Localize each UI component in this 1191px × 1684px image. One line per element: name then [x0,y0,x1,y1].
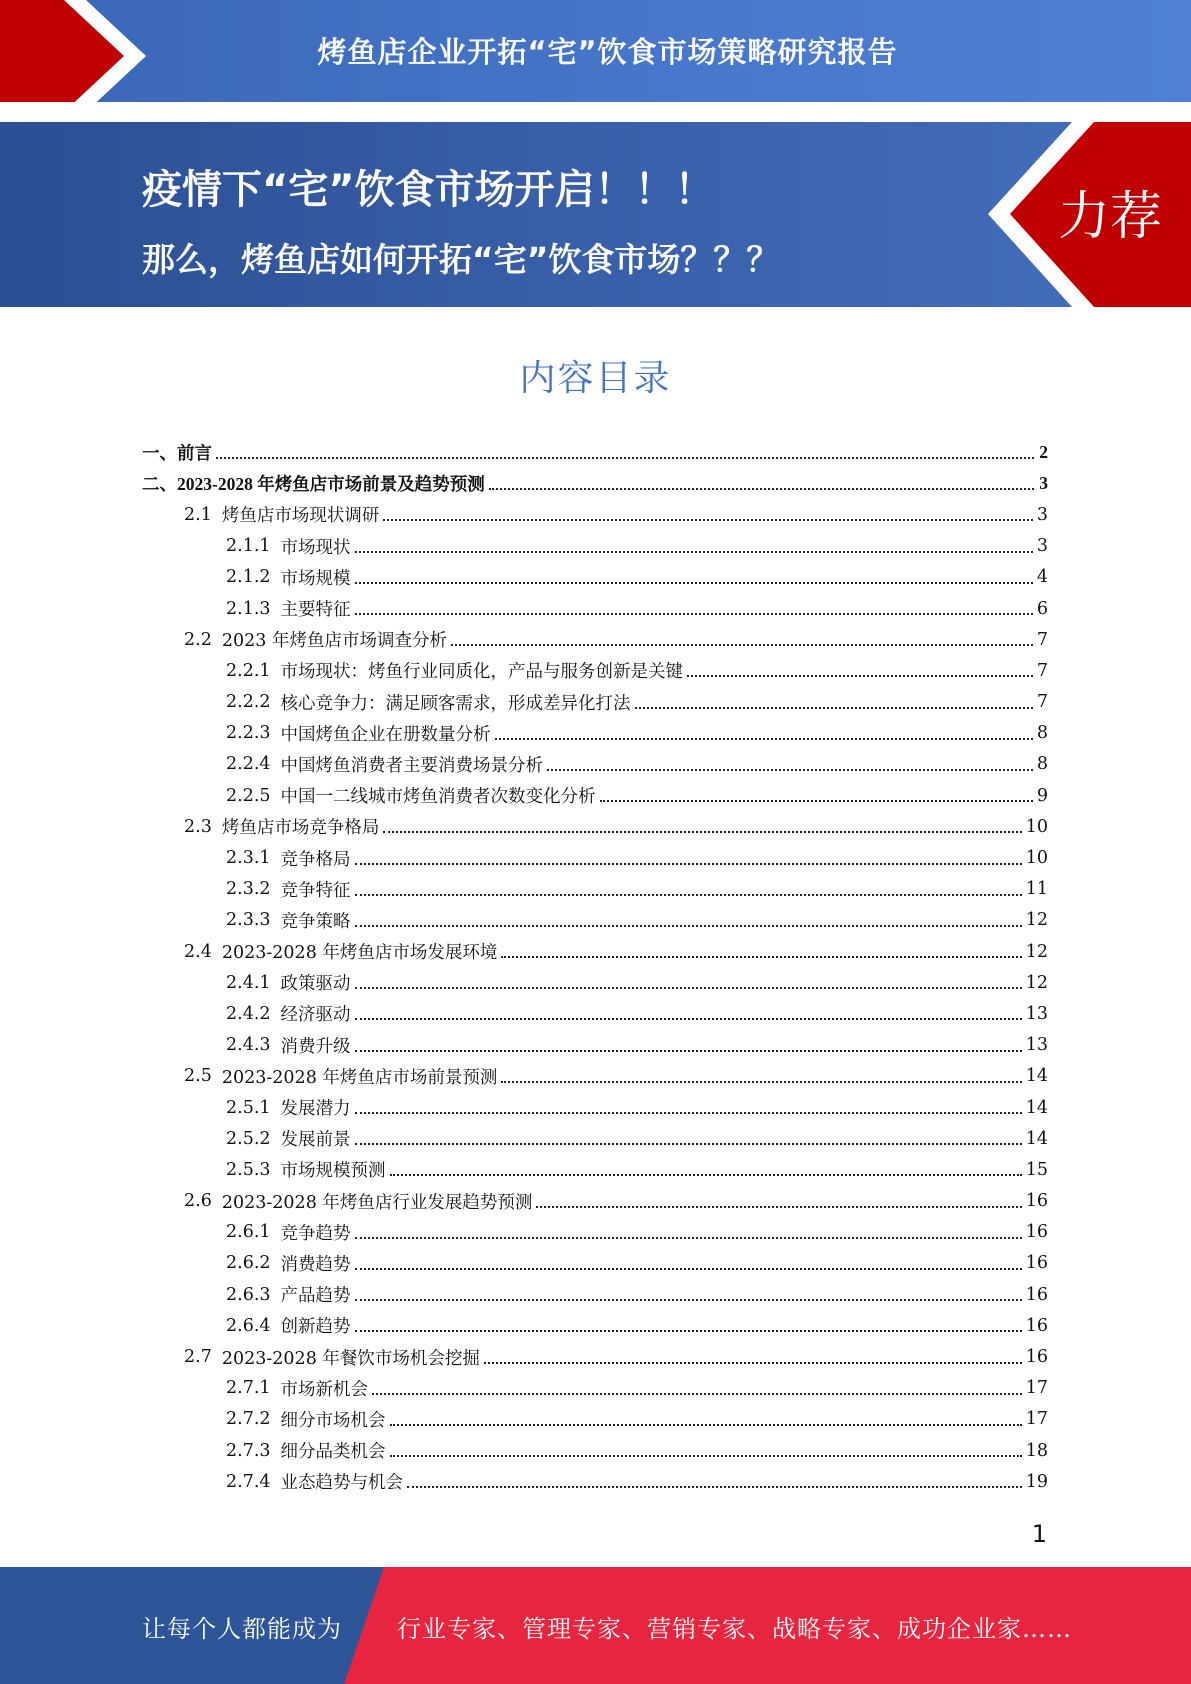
toc-entry-label: 市场新机会 [280,1379,369,1400]
footer-banner [0,1567,1191,1684]
toc-entry-page: 2 [1039,442,1048,463]
toc-entry-number: 2.7 [184,1347,212,1368]
toc-dot-leader [355,581,1033,584]
toc-dot-leader [390,1173,1022,1176]
toc-entry-label: 发展前景 [280,1130,351,1151]
toc-entry[interactable] [142,998,1048,1029]
toc-entry[interactable] [142,1466,1048,1497]
toc-entry-page: 13 [1025,1035,1048,1056]
toc-entry-number: 2.6.3 [226,1284,271,1305]
toc-entry-number: 2.5 [184,1066,212,1087]
toc-dot-leader [355,1111,1022,1114]
toc-entry-page: 7 [1036,692,1048,713]
toc-dot-leader [635,706,1033,709]
toc-entry[interactable] [142,437,1048,468]
toc-entry-page: 17 [1025,1378,1048,1399]
toc-entry-label: 竞争趋势 [280,1223,351,1244]
toc-entry[interactable] [142,1373,1048,1404]
toc-entry-page: 8 [1036,754,1048,775]
toc-entry-number: 2.2 [184,629,212,650]
page-number: 1 [1031,1520,1047,1548]
toc-entry-number: 2.4.3 [226,1035,271,1056]
toc-entry-number: 2.6.1 [226,1222,271,1243]
toc-dot-leader [355,986,1022,989]
toc-entry-label: 核心竞争力：满足顾客需求，形成差异化打法 [280,693,631,714]
toc-entry-number: 2.1.1 [226,536,271,557]
toc-entry-label: 市场现状：烤鱼行业同质化，产品与服务创新是关键 [280,662,684,683]
toc-entry-page: 16 [1025,1284,1048,1305]
toc-dot-leader [355,1049,1022,1052]
toc-entry[interactable] [142,1310,1048,1341]
toc-dot-leader [501,1080,1021,1083]
toc-dot-leader [407,1485,1022,1488]
toc-entry[interactable] [142,1092,1048,1123]
toc-dot-leader [355,862,1022,865]
toc-entry-page: 17 [1025,1409,1048,1430]
toc-dot-leader [355,1329,1022,1332]
toc-entry[interactable] [142,718,1048,749]
toc-entry-number: 2.5.2 [226,1128,271,1149]
toc-entry-label: 主要特征 [280,600,351,621]
toc-entry-page: 7 [1036,629,1048,650]
toc-entry[interactable] [142,624,1048,655]
hero-subheadline: 那么，烤鱼店如何开拓“宅”饮食市场？？？ [142,240,780,279]
toc-entry-number: 2.4 [184,941,212,962]
toc-dot-leader [536,1205,1021,1208]
toc-entry[interactable] [142,936,1048,967]
toc-entry[interactable] [142,1030,1048,1061]
toc-entry[interactable] [142,874,1048,905]
toc-entry-label: 烤鱼店市场现状调研 [221,506,380,527]
toc-entry[interactable] [142,1217,1048,1248]
toc-dot-leader [547,768,1033,771]
toc-entry-label: 中国一二线城市烤鱼消费者次数变化分析 [280,787,596,808]
toc-entry-label: 创新趋势 [280,1317,351,1338]
toc-dot-leader [355,612,1033,615]
toc-entry-number: 2.1.2 [226,567,271,588]
toc-entry-number: 2.5.1 [226,1097,271,1118]
toc-entry[interactable] [142,593,1048,624]
toc-entry-page: 16 [1025,1222,1048,1243]
toc-entry[interactable] [142,1061,1048,1092]
toc-entry[interactable] [142,780,1048,811]
toc-entry[interactable] [142,468,1048,499]
toc-entry-label: 经济驱动 [280,1005,351,1026]
toc-entry-label: 产品趋势 [280,1286,351,1307]
toc-entry[interactable] [142,1435,1048,1466]
toc-dot-leader [355,1236,1022,1239]
toc-entry-page: 14 [1025,1097,1048,1118]
toc-entry-number: 一、 [142,443,177,464]
toc-entry-page: 3 [1039,473,1048,494]
toc-entry-label: 烤鱼店市场竞争格局 [221,818,380,839]
recommend-badge: 力荐 [1058,187,1163,247]
toc-entry-label: 中国烤鱼企业在册数量分析 [280,724,491,745]
toc-dot-leader [355,1017,1022,1020]
toc-entry-page: 12 [1025,910,1048,931]
toc-entry[interactable] [142,842,1048,873]
toc-entry-label: 2023-2028 年餐饮市场机会挖掘 [221,1348,480,1369]
toc-entry[interactable] [142,1279,1048,1310]
toc-dot-leader [355,550,1033,553]
top-banner [0,0,1191,112]
toc-entry-label: 发展潜力 [280,1099,351,1120]
toc-entry[interactable] [142,562,1048,593]
toc-entry-page: 10 [1025,848,1048,869]
toc-entry-label: 业态趋势与机会 [280,1473,404,1494]
toc-entry[interactable] [142,905,1048,936]
toc-entry-label: 竞争策略 [280,911,351,932]
toc-entry-number: 2.4.1 [226,972,271,993]
toc-entry-label: 细分市场机会 [280,1410,386,1431]
toc-entry[interactable] [142,655,1048,686]
toc-entry[interactable] [142,687,1048,718]
toc-entry[interactable] [142,531,1048,562]
toc-dot-leader [383,518,1033,521]
toc-dot-leader [355,924,1022,927]
toc-entry[interactable] [142,1404,1048,1435]
toc-entry-page: 16 [1025,1253,1048,1274]
toc-entry-label: 竞争格局 [280,849,351,870]
toc-entry-page: 14 [1025,1128,1048,1149]
toc-entry-label: 竞争特征 [280,880,351,901]
toc-entry-number: 2.3.1 [226,848,271,869]
toc-entry[interactable] [142,1341,1048,1372]
toc-dot-leader [355,1298,1022,1301]
toc-entry-label: 市场规模预测 [280,1161,386,1182]
toc-entry-number: 2.6 [184,1191,212,1212]
toc-entry-number: 2.2.4 [226,754,271,775]
toc-dot-leader [216,456,1034,459]
toc-entry-label: 政策驱动 [280,974,351,995]
toc-dot-leader [489,487,1034,490]
toc-entry-number: 2.7.3 [226,1440,271,1461]
toc-entry-page: 16 [1025,1315,1048,1336]
toc-entry-page: 13 [1025,1003,1048,1024]
toc-entry-label: 2023-2028 年烤鱼店行业发展趋势预测 [221,1192,533,1213]
toc-dot-leader [600,799,1033,802]
hero-headline: 疫情下“宅”饮食市场开启！！！ [142,167,715,213]
toc-entry-label: 市场规模 [280,568,351,589]
toc-dot-leader [355,893,1022,896]
footer-slogan-right: 行业专家、管理专家、营销专家、战略专家、成功企业家…… [397,1615,1072,1643]
toc-dot-leader [495,737,1033,740]
report-title: 烤鱼店企业开拓“宅”饮食市场策略研究报告 [317,34,898,69]
toc-dot-leader [390,1454,1022,1457]
toc-entry[interactable] [142,811,1048,842]
toc-dot-leader [451,643,1033,646]
top-banner-gap [0,102,1191,112]
toc-entry-number: 2.1 [184,504,212,525]
toc-entry-number: 2.3.3 [226,910,271,931]
toc-entry-page: 16 [1025,1347,1048,1368]
toc-entry-page: 9 [1036,785,1048,806]
toc-entry[interactable] [142,1248,1048,1279]
toc-entry-label: 消费升级 [280,1036,351,1057]
toc-entry-number: 2.6.4 [226,1315,271,1336]
toc-entry-page: 10 [1025,816,1048,837]
toc-entry-number: 2.7.4 [226,1471,271,1492]
toc-entry-page: 18 [1025,1440,1048,1461]
toc-entry[interactable] [142,1186,1048,1217]
table-of-contents [142,437,1048,1497]
toc-entry-number: 2.3 [184,816,212,837]
footer-slogan-left: 让每个人都能成为 [142,1615,342,1643]
toc-entry-label: 中国烤鱼消费者主要消费场景分析 [280,755,544,776]
toc-entry-label: 市场现状 [280,537,351,558]
toc-entry-label: 2023-2028 年烤鱼店市场前景预测 [221,1067,498,1088]
toc-dot-leader [501,955,1021,958]
toc-entry-label: 消费趋势 [280,1254,351,1275]
toc-entry[interactable] [142,499,1048,530]
toc-entry-label: 2023 年烤鱼店市场调查分析 [221,631,447,652]
toc-entry-number: 2.7.2 [226,1409,271,1430]
toc-entry[interactable] [142,1154,1048,1185]
toc-entry-number: 2.2.5 [226,785,271,806]
toc-entry-label: 细分品类机会 [280,1442,386,1463]
toc-entry-number: 2.2.3 [226,723,271,744]
toc-entry-page: 4 [1036,567,1048,588]
toc-entry-page: 7 [1036,660,1048,681]
toc-entry-page: 12 [1025,941,1048,962]
toc-entry-number: 2.4.2 [226,1003,271,1024]
toc-entry-number: 2.6.2 [226,1253,271,1274]
toc-entry[interactable] [142,749,1048,780]
toc-entry-number: 2.3.2 [226,879,271,900]
toc-entry-page: 15 [1025,1159,1048,1180]
toc-entry-page: 19 [1025,1471,1048,1492]
toc-entry[interactable] [142,967,1048,998]
toc-dot-leader [372,1392,1022,1395]
toc-entry-page: 11 [1025,879,1048,900]
toc-entry-page: 3 [1036,504,1048,525]
toc-entry-page: 14 [1025,1066,1048,1087]
toc-entry-number: 2.7.1 [226,1378,271,1399]
toc-entry-page: 3 [1036,536,1048,557]
toc-entry-label: 2023-2028 年烤鱼店市场前景及趋势预测 [177,474,485,495]
toc-entry-number: 2.2.1 [226,660,271,681]
toc-entry-label: 2023-2028 年烤鱼店市场发展环境 [221,943,498,964]
toc-entry-number: 二、 [142,474,177,495]
toc-entry-page: 12 [1025,972,1048,993]
toc-dot-leader [390,1423,1022,1426]
toc-entry-page: 16 [1025,1191,1048,1212]
toc-entry-label: 前言 [177,443,212,464]
toc-dot-leader [383,830,1021,833]
toc-entry-number: 2.1.3 [226,598,271,619]
toc-entry-page: 8 [1036,723,1048,744]
toc-entry-number: 2.2.2 [226,692,271,713]
toc-title: 内容目录 [519,358,672,399]
toc-dot-leader [355,1267,1022,1270]
toc-entry[interactable] [142,1123,1048,1154]
toc-entry-number: 2.5.3 [226,1159,271,1180]
toc-entry-page: 6 [1036,598,1048,619]
toc-dot-leader [355,1142,1022,1145]
toc-dot-leader [687,674,1033,677]
hero-banner [0,122,1191,307]
toc-dot-leader [484,1361,1022,1364]
